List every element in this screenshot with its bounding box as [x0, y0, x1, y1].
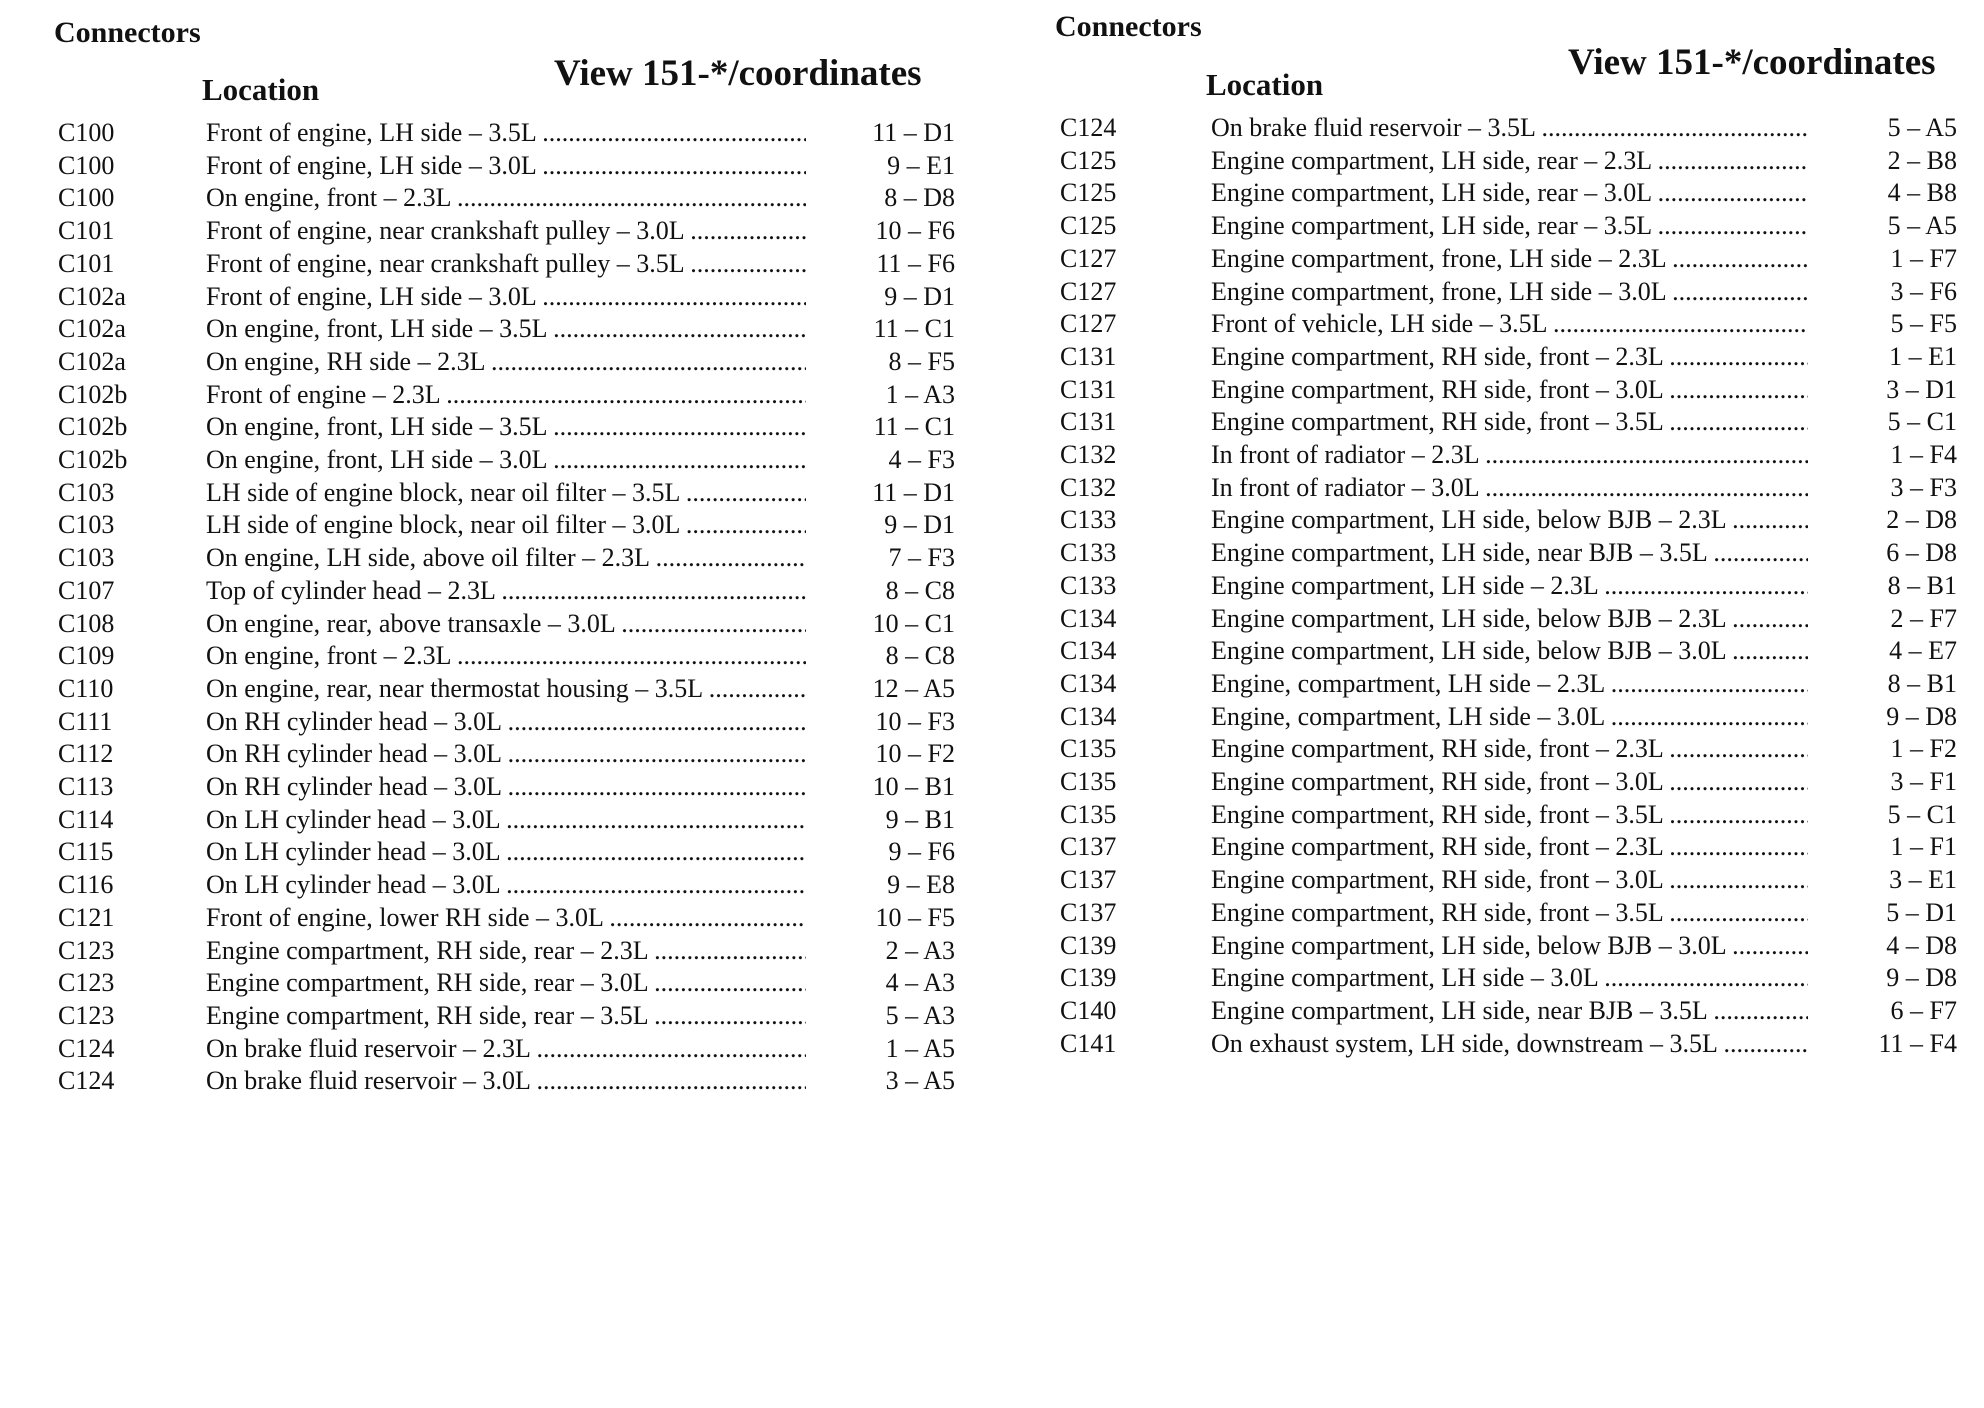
view-coordinate: 1 – E1	[1889, 341, 1957, 371]
connector-location: Engine compartment, RH side, rear – 3.0L .....	[206, 962, 806, 1003]
connector-id: C135	[1060, 799, 1117, 829]
connector-location: Engine compartment, LH side, below BJB – 3.0L .....	[1211, 630, 1808, 671]
view-coordinate: 10 – F3	[875, 706, 955, 736]
connector-id: C101	[58, 216, 115, 246]
view-coordinate: 10 – C1	[872, 608, 955, 638]
view-coordinate: 3 – A5	[885, 1066, 955, 1096]
view-coordinate: 11 – D1	[872, 477, 955, 507]
connector-location: On RH cylinder head – 3.0L .....	[206, 766, 806, 807]
view-coordinate: 9 – E1	[887, 150, 955, 180]
location-column-header: Location	[1206, 67, 1324, 102]
view-coordinate: 8 – C8	[885, 575, 955, 605]
view-coordinate: 3 – F6	[1890, 276, 1957, 306]
connector-location: On engine, front, LH side – 3.5L .....	[206, 308, 806, 349]
connector-id: C131	[1060, 341, 1117, 371]
view-coordinate: 8 – F5	[888, 346, 955, 376]
view-coordinate: 10 – B1	[872, 772, 955, 801]
view-coordinate: 9 – D1	[884, 281, 955, 311]
connector-id: C103	[58, 543, 115, 573]
view-coordinate: 3 – F3	[1890, 472, 1957, 502]
view-coordinate: 5 – A5	[1887, 211, 1957, 241]
view-coordinate: 11 – D1	[872, 118, 955, 147]
connector-location: Engine compartment, LH side, below BJB – 2.3L .....	[1211, 499, 1808, 540]
view-coordinate: 6 – F7	[1890, 995, 1957, 1025]
view-coordinate: 10 – F2	[875, 739, 955, 769]
connector-id: C113	[58, 772, 114, 801]
connector-id: C124	[58, 1066, 115, 1096]
view-coordinate: 8 – B1	[1887, 570, 1957, 600]
connector-location: Engine compartment, RH side, front – 3.0L .....	[1211, 369, 1808, 410]
connector-id: C112	[58, 739, 114, 769]
connector-id: C114	[58, 804, 114, 834]
view-coordinate: 4 – E7	[1889, 636, 1957, 666]
connector-location: Engine compartment, LH side, rear – 3.0L .....	[1211, 172, 1808, 213]
connector-location: Engine compartment, LH side, near BJB – 3.5L .....	[1211, 990, 1808, 1031]
view-coordinates-column-header: View 151-*/coordinates	[1568, 42, 1936, 83]
view-coordinate: 10 – F5	[875, 902, 955, 932]
connector-location: In front of radiator – 2.3L .....	[1211, 434, 1808, 475]
view-coordinate: 9 – F6	[888, 837, 955, 867]
connector-id: C109	[58, 641, 115, 671]
connector-location: Front of engine, LH side – 3.5L .....	[206, 112, 806, 153]
view-coordinate: 5 – D1	[1886, 897, 1957, 927]
view-coordinate: 6 – D8	[1886, 538, 1957, 568]
connector-id: C102a	[58, 346, 126, 376]
connector-location: LH side of engine block, near oil filter – 3.0L .....	[206, 504, 806, 545]
connector-id: C133	[1060, 570, 1117, 600]
connector-location: Engine compartment, RH side, front – 3.5L .....	[1211, 892, 1808, 933]
connector-id: C115	[58, 837, 114, 867]
view-coordinate: 12 – A5	[872, 673, 955, 703]
connector-location: Front of engine, near crankshaft pulley – 3.5L .....	[206, 243, 806, 284]
connector-location: Front of vehicle, LH side – 3.5L .....	[1211, 303, 1808, 344]
connector-location: On brake fluid reservoir – 3.0L .....	[206, 1060, 806, 1101]
connector-id: C103	[58, 510, 115, 540]
connector-id: C121	[58, 902, 115, 932]
connector-location: Engine compartment, LH side, near BJB – 3.5L .....	[1211, 532, 1808, 573]
view-coordinate: 11 – C1	[873, 314, 955, 344]
view-coordinate: 1 – F2	[1890, 734, 1957, 764]
view-coordinate: 9 – E8	[887, 870, 955, 900]
connector-id: C123	[58, 968, 115, 998]
view-coordinate: 4 – F3	[888, 445, 955, 474]
view-coordinate: 8 – C8	[885, 641, 955, 671]
view-coordinate: 5 – A3	[885, 1000, 955, 1030]
view-coordinate: 11 – F4	[1878, 1028, 1957, 1058]
connector-id: C111	[58, 706, 113, 736]
connector-id: C127	[1060, 276, 1117, 306]
connector-id: C134	[1060, 603, 1117, 633]
connector-location: On LH cylinder head – 3.0L .....	[206, 864, 806, 905]
view-coordinate: 3 – D1	[1886, 374, 1957, 404]
view-coordinate: 5 – F5	[1890, 309, 1957, 339]
connector-id: C107	[58, 575, 115, 605]
connector-id: C123	[58, 1000, 115, 1030]
connector-location: On brake fluid reservoir – 2.3L .....	[206, 1028, 806, 1069]
connector-id: C110	[58, 673, 114, 703]
connector-id: C100	[58, 150, 115, 180]
connector-location: On brake fluid reservoir – 3.5L .....	[1211, 107, 1808, 148]
connector-location: Engine compartment, LH side – 2.3L .....	[1211, 565, 1808, 606]
connector-id: C139	[1060, 930, 1117, 960]
connector-id: C123	[58, 935, 115, 965]
connector-id: C127	[1060, 243, 1117, 273]
view-coordinate: 4 – A3	[885, 968, 955, 998]
connector-location: In front of radiator – 3.0L .....	[1211, 467, 1808, 508]
connector-location: Front of engine, LH side – 3.0L .....	[206, 276, 806, 317]
view-coordinates-column-header: View 151-*/coordinates	[554, 53, 922, 94]
connector-location: Engine compartment, RH side, front – 3.0L .....	[1211, 761, 1808, 802]
connector-location: Engine compartment, RH side, front – 2.3L .....	[1211, 728, 1808, 769]
connector-id: C137	[1060, 897, 1117, 927]
connector-location: On LH cylinder head – 3.0L .....	[206, 831, 806, 872]
connector-location: Engine compartment, RH side, rear – 2.3L .....	[206, 930, 806, 971]
connector-location: On engine, front – 2.3L .....	[206, 177, 806, 218]
view-coordinate: 2 – F7	[1890, 603, 1957, 633]
view-coordinate: 2 – B8	[1887, 145, 1957, 175]
view-coordinate: 1 – F7	[1890, 243, 1957, 273]
location-column-header: Location	[202, 72, 320, 107]
connector-id: C137	[1060, 832, 1117, 862]
connector-id: C135	[1060, 767, 1117, 796]
connector-location: Engine compartment, RH side, front – 3.5L .....	[1211, 794, 1808, 835]
connector-id: C134	[1060, 636, 1117, 666]
connector-location: On engine, front, LH side – 3.5L .....	[206, 406, 806, 447]
connector-id: C135	[1060, 734, 1117, 764]
view-coordinate: 8 – D8	[884, 183, 955, 213]
connector-id: C102b	[58, 445, 128, 474]
view-coordinate: 10 – F6	[875, 216, 955, 246]
connector-location: On engine, LH side, above oil filter – 2.3L .....	[206, 537, 806, 578]
view-coordinate: 5 – C1	[1887, 799, 1957, 829]
connector-location: On engine, front – 2.3L .....	[206, 635, 806, 676]
connector-location: Engine compartment, LH side, rear – 3.5L .....	[1211, 205, 1808, 246]
connector-id: C131	[1060, 407, 1117, 437]
connector-location: On exhaust system, LH side, downstream – 3.5L .....	[1211, 1023, 1808, 1064]
connector-location: On engine, RH side – 2.3L .....	[206, 341, 806, 382]
connectors-heading: Connectors	[54, 16, 201, 49]
view-coordinate: 4 – D8	[1886, 930, 1957, 960]
connector-id: C141	[1060, 1028, 1117, 1058]
connector-id: C140	[1060, 995, 1117, 1025]
connector-id: C124	[58, 1033, 115, 1063]
view-coordinate: 1 – F4	[1890, 440, 1957, 469]
connector-id: C134	[1060, 668, 1117, 698]
view-coordinate: 3 – F1	[1890, 767, 1957, 796]
view-coordinate: 2 – D8	[1886, 505, 1957, 535]
connector-location: Engine compartment, RH side, front – 3.0L .....	[1211, 859, 1808, 900]
connector-id: C102a	[58, 314, 126, 344]
view-coordinate: 5 – C1	[1887, 407, 1957, 437]
connector-location: Engine compartment, frone, LH side – 3.0L .....	[1211, 271, 1808, 312]
connector-id: C134	[1060, 701, 1117, 731]
view-coordinate: 3 – E1	[1889, 865, 1957, 895]
connector-location: On engine, rear, near thermostat housing – 3.5L .....	[206, 668, 806, 709]
connector-location: Engine compartment, LH side, below BJB – 2.3L .....	[1211, 598, 1808, 639]
connector-id: C116	[58, 870, 114, 900]
connector-location: Engine compartment, LH side – 3.0L .....	[1211, 957, 1808, 998]
connector-location: Engine compartment, LH side, below BJB – 3.0L .....	[1211, 925, 1808, 966]
connector-id: C102b	[58, 412, 128, 442]
connector-id: C125	[1060, 211, 1117, 241]
table-row	[1000, 1023, 1984, 1064]
connector-id: C139	[1060, 963, 1117, 993]
view-coordinate: 8 – B1	[1887, 668, 1957, 698]
connector-location: Engine compartment, frone, LH side – 2.3L .....	[1211, 238, 1808, 279]
view-coordinate: 9 – D1	[884, 510, 955, 540]
connector-id: C100	[58, 183, 115, 213]
connector-location: On engine, rear, above transaxle – 3.0L .....	[206, 603, 806, 644]
connector-location: Engine, compartment, LH side – 2.3L .....	[1211, 663, 1808, 704]
view-coordinate: 7 – F3	[888, 543, 955, 573]
connector-id: C102a	[58, 281, 126, 311]
connector-id: C108	[58, 608, 115, 638]
connector-location: Engine compartment, LH side, rear – 2.3L .....	[1211, 140, 1808, 181]
connector-id: C127	[1060, 309, 1117, 339]
connector-location: On LH cylinder head – 3.0L .....	[206, 799, 806, 840]
connector-id: C100	[58, 118, 115, 147]
view-coordinate: 5 – A5	[1887, 113, 1957, 142]
view-coordinate: 4 – B8	[1887, 178, 1957, 208]
connector-id: C101	[58, 248, 115, 278]
connector-id: C133	[1060, 505, 1117, 535]
table-row	[0, 1060, 990, 1101]
connector-id: C125	[1060, 145, 1117, 175]
view-coordinate: 2 – A3	[885, 935, 955, 965]
connector-location: Front of engine, lower RH side – 3.0L .....	[206, 897, 806, 938]
connector-id: C131	[1060, 374, 1117, 404]
connector-location: Top of cylinder head – 2.3L .....	[206, 570, 806, 611]
connector-id: C102b	[58, 379, 128, 409]
view-coordinate: 11 – F6	[876, 248, 955, 278]
connector-id: C103	[58, 477, 115, 507]
connector-location: Engine, compartment, LH side – 3.0L .....	[1211, 696, 1808, 737]
view-coordinate: 1 – A5	[885, 1033, 955, 1063]
view-coordinate: 9 – D8	[1886, 963, 1957, 993]
view-coordinate: 1 – F1	[1890, 832, 1957, 862]
connector-location: Front of engine, LH side – 3.0L .....	[206, 145, 806, 186]
connector-location: On RH cylinder head – 3.0L .....	[206, 701, 806, 742]
connector-location: Engine compartment, RH side, front – 2.3L .....	[1211, 826, 1808, 867]
connector-location: Engine compartment, RH side, front – 3.5L .....	[1211, 401, 1808, 442]
view-coordinate: 9 – D8	[1886, 701, 1957, 731]
connector-id: C132	[1060, 440, 1117, 469]
connector-location: Front of engine – 2.3L .....	[206, 374, 806, 415]
connector-id: C132	[1060, 472, 1117, 502]
connector-id: C124	[1060, 113, 1117, 142]
connector-id: C133	[1060, 538, 1117, 568]
connector-location: Engine compartment, RH side, rear – 3.5L .....	[206, 995, 806, 1036]
connectors-heading: Connectors	[1055, 10, 1202, 43]
connector-location: Front of engine, near crankshaft pulley – 3.0L .....	[206, 210, 806, 251]
connector-location: On engine, front, LH side – 3.0L .....	[206, 439, 806, 480]
view-coordinate: 9 – B1	[885, 804, 955, 834]
view-coordinate: 11 – C1	[873, 412, 955, 442]
connector-id: C137	[1060, 865, 1117, 895]
connector-location: LH side of engine block, near oil filter – 3.5L .....	[206, 472, 806, 513]
view-coordinate: 1 – A3	[885, 379, 955, 409]
connector-id: C125	[1060, 178, 1117, 208]
connector-location: On RH cylinder head – 3.0L .....	[206, 733, 806, 774]
connector-location: Engine compartment, RH side, front – 2.3L .....	[1211, 336, 1808, 377]
